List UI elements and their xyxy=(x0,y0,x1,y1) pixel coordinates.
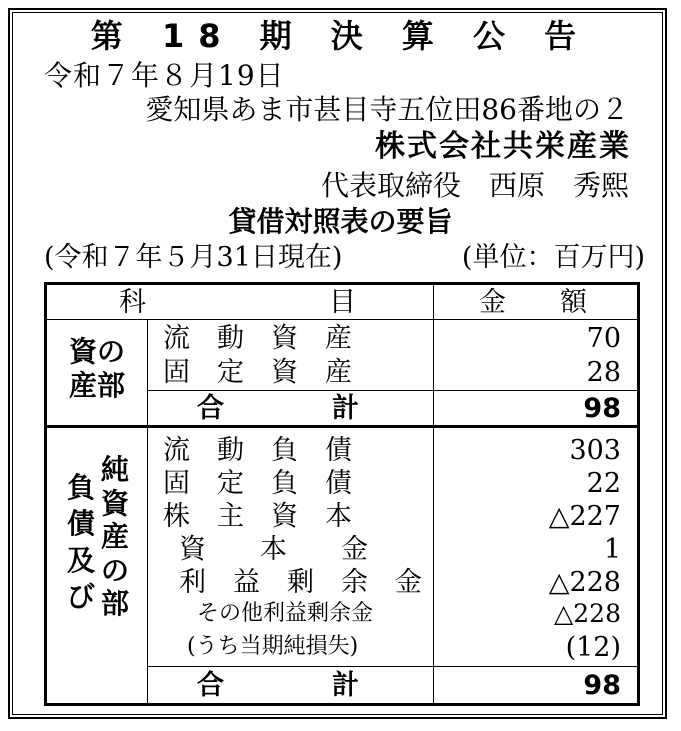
liabilities-category-col2: 純 資 産 の 部 xyxy=(100,453,129,621)
category-divider xyxy=(147,320,148,703)
liabilities-total-line xyxy=(147,666,637,667)
company-name: 株式会社共栄産業 xyxy=(375,129,631,164)
assets-total-line xyxy=(147,390,637,391)
liability-row-value: △227 xyxy=(548,501,621,532)
asset-row-label: 流 動 資 産 xyxy=(163,323,352,354)
liability-row-label: 資 本 金 xyxy=(179,534,368,565)
assets-category xyxy=(57,335,137,402)
amount-divider xyxy=(433,285,434,703)
asset-row-value: 70 xyxy=(586,323,621,354)
header-subject-left: 科 xyxy=(119,287,146,318)
representative-title: 代表取締役 xyxy=(320,169,461,202)
liability-row-label: 固 定 負 債 xyxy=(163,468,352,499)
summary-as-of: (令和７年５月31日現在) xyxy=(44,242,343,273)
liabilities-total-value: 98 xyxy=(583,670,621,701)
liability-row-value: △228 xyxy=(548,567,621,598)
notice-title: 第 18 期 決 算 公 告 xyxy=(90,17,591,55)
representative xyxy=(320,169,629,202)
liability-row-label: 株 主 資 本 xyxy=(163,501,352,532)
assets-total-value: 98 xyxy=(583,393,621,424)
section-divider xyxy=(47,425,637,428)
balance-sheet-table xyxy=(44,282,640,706)
liability-row-label: (うち当期純損失) xyxy=(187,634,359,659)
representative-name: 西原 秀熙 xyxy=(488,169,629,202)
summary-title: 貸借対照表の要旨 xyxy=(228,205,453,238)
liability-row-label: 流 動 負 債 xyxy=(163,435,352,466)
table-header xyxy=(47,285,637,320)
liabilities-total-label: 合 計 xyxy=(197,670,359,701)
notice-date: 令和７年８月19日 xyxy=(44,59,285,92)
liabilities-category-col1: 負 債 及 び xyxy=(66,471,95,614)
liability-row-value: (12) xyxy=(565,632,621,663)
company-address: 愛知県あま市甚目寺五位田86番地の２ xyxy=(145,93,629,126)
assets-category-line2: 産部 xyxy=(68,368,125,402)
assets-total-label: 合 計 xyxy=(197,393,359,424)
header-amount: 金 額 xyxy=(479,287,587,318)
asset-row-value: 28 xyxy=(586,357,621,388)
liability-row-value: 22 xyxy=(586,468,621,499)
asset-row-label: 固 定 資 産 xyxy=(163,357,352,388)
assets-category-line1: 資の xyxy=(68,335,125,368)
header-subject-right: 目 xyxy=(329,287,356,318)
liability-row-value: △228 xyxy=(554,599,621,628)
summary-unit: (単位：百万円) xyxy=(461,242,645,273)
liability-row-label: 利 益 剰 余 金 xyxy=(179,567,422,598)
liability-row-label: その他利益剰余金 xyxy=(197,601,374,626)
liability-row-value: 1 xyxy=(603,534,621,565)
liability-row-value: 303 xyxy=(569,435,621,466)
